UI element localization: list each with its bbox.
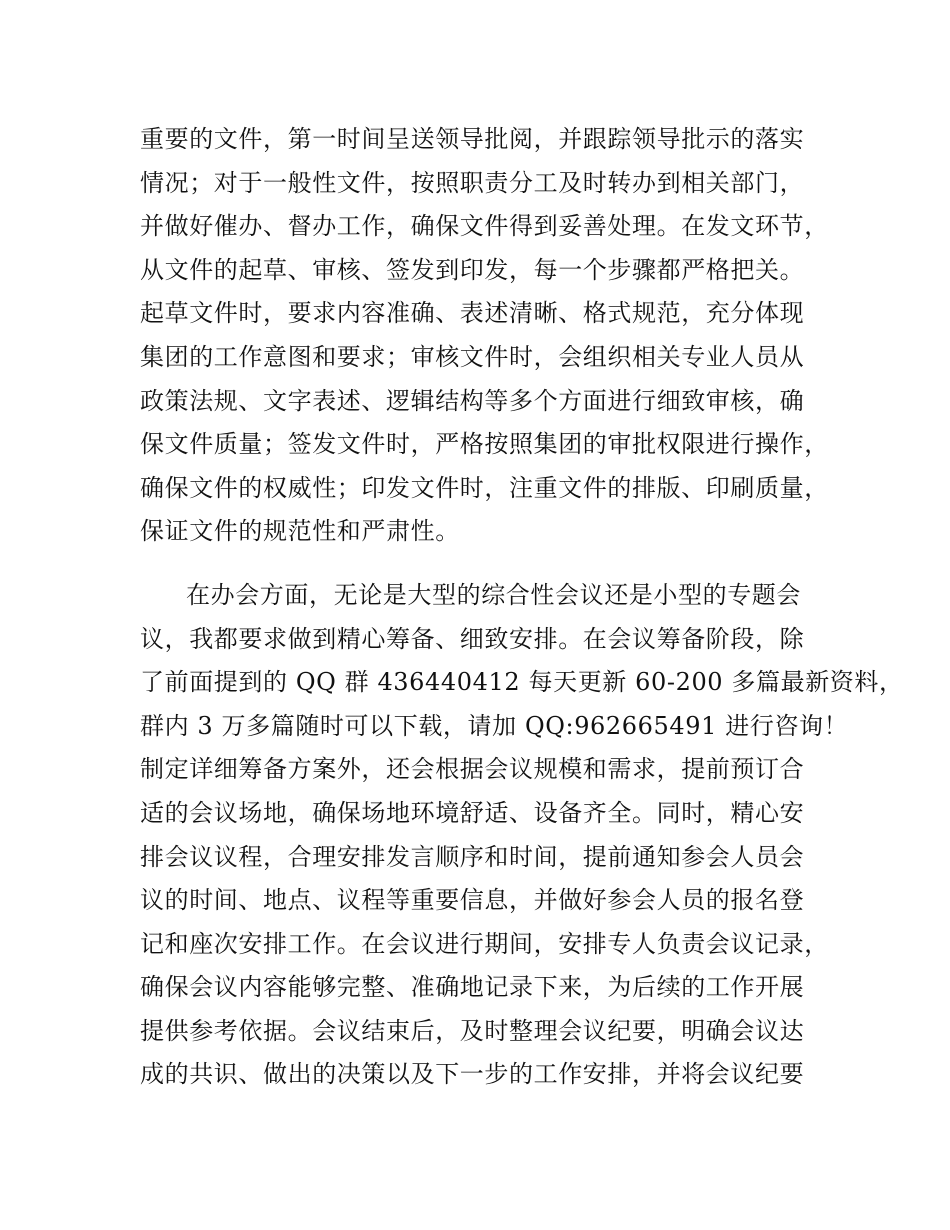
paragraph-1	[140, 118, 830, 554]
paragraph-line: 起草文件时，要求内容准确、表述清晰、格式规范，充分体现	[140, 299, 805, 328]
paragraph-line: 排会议议程，合理安排发言顺序和时间，提前通知参会人员会	[140, 842, 805, 871]
paragraph-line: 提供参考依据。会议结束后，及时整理会议纪要，明确会议达	[140, 1016, 805, 1045]
paragraph-line: 议的时间、地点、议程等重要信息，并做好参会人员的报名登	[140, 886, 805, 915]
paragraph-line: 记和座次安排工作。在会议进行期间，安排专人负责会议记录，	[140, 929, 829, 958]
paragraph-2	[140, 574, 904, 1097]
paragraph-line: 议，我都要求做到精心筹备、细致安排。在会议筹备阶段，除	[140, 624, 805, 653]
paragraph-line: 确保会议内容能够完整、准确地记录下来，为后续的工作开展	[140, 973, 805, 1002]
paragraph-line: 政策法规、文字表述、逻辑结构等多个方面进行细致审核，确	[140, 386, 805, 415]
paragraph-line: 了前面提到的 QQ 群 436440412 每天更新 60-200 多篇最新资料，	[140, 668, 904, 697]
paragraph-line: 制定详细筹备方案外，还会根据会议规模和需求，提前预订合	[140, 755, 805, 784]
paragraph-line: 确保文件的权威性；印发文件时，注重文件的排版、印刷质量，	[140, 473, 829, 502]
paragraph-line: 并做好催办、督办工作，确保文件得到妥善处理。在发文环节，	[140, 212, 829, 241]
paragraph-line: 从文件的起草、审核、签发到印发，每一个步骤都严格把关。	[140, 255, 805, 284]
paragraph-line: 情况；对于一般性文件，按照职责分工及时转办到相关部门，	[140, 168, 805, 197]
paragraph-line: 在办会方面，无论是大型的综合性会议还是小型的专题会	[186, 580, 801, 609]
paragraph-line: 群内 3 万多篇随时可以下载，请加 QQ:962665491 进行咨询！	[140, 711, 849, 740]
paragraph-line: 集团的工作意图和要求；审核文件时，会组织相关专业人员从	[140, 342, 805, 371]
paragraph-line: 重要的文件，第一时间呈送领导批阅，并跟踪领导批示的落实	[140, 125, 805, 153]
body-text	[140, 118, 904, 1097]
paragraph-line: 成的共识、做出的决策以及下一步的工作安排，并将会议纪要	[140, 1060, 805, 1089]
paragraph-line: 适的会议场地，确保场地环境舒适、设备齐全。同时，精心安	[140, 798, 805, 827]
paragraph-line: 保证文件的规范性和严肃性。	[140, 517, 460, 546]
paragraph-spacer	[140, 554, 830, 574]
paragraph-line: 保文件质量；签发文件时，严格按照集团的审批权限进行操作，	[140, 430, 829, 459]
